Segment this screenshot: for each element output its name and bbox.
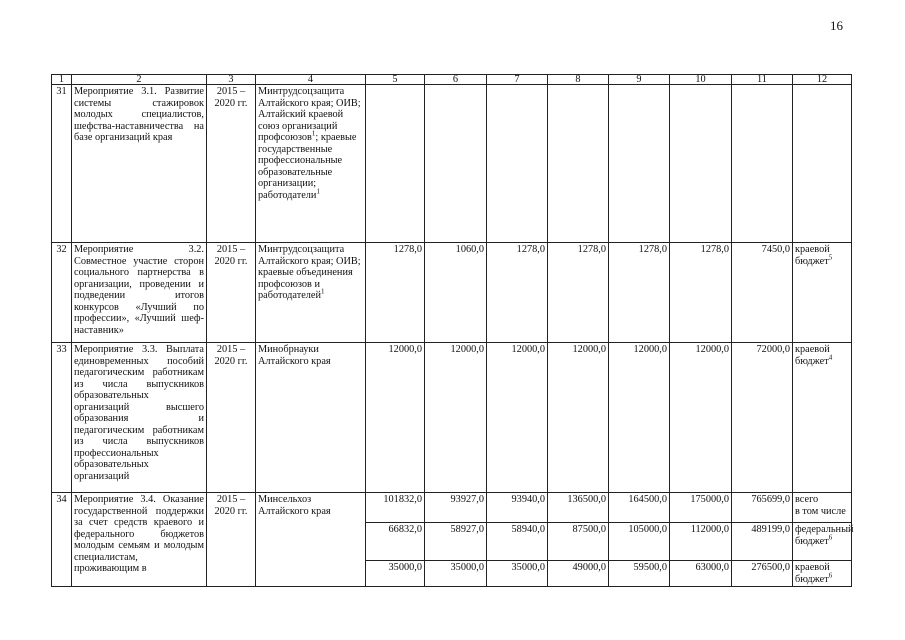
col-header: 8: [548, 75, 609, 85]
measure-cell: Мероприятие 3.1. Развитие системы стажировок молодых специалистов, шефства-наставничества на базе организаций края: [72, 85, 207, 243]
value-cell: [366, 85, 425, 243]
period-cell: 2015 – 2020 гг.: [207, 343, 256, 493]
value-cell: [425, 85, 487, 243]
col-header: 12: [793, 75, 852, 85]
source-text: краевой бюджет: [795, 562, 830, 585]
value-cell: 489199,0: [732, 523, 793, 561]
value-cell: 59500,0: [609, 561, 670, 587]
value-cell: 63000,0: [670, 561, 732, 587]
value-cell: 12000,0: [366, 343, 425, 493]
executor-text: Минтрудсоцзащита Алтайского края; ОИВ; краевые объединения профсоюзов и работодателей: [258, 244, 361, 301]
value-cell: 35000,0: [425, 561, 487, 587]
source-cell: [793, 343, 852, 493]
col-header: 5: [366, 75, 425, 85]
value-cell: 12000,0: [609, 343, 670, 493]
value-cell: [670, 85, 732, 243]
value-cell: 1278,0: [366, 243, 425, 343]
executor-text: Минтрудсоцзащита Алтайского края; ОИВ; Алтайский краевой союз организаций профсоюзов: [258, 86, 361, 143]
executor-cell: [256, 85, 366, 243]
measure-cell: Мероприятие 3.4. Оказание государственной поддержки за счет средств краевого и федерального бюджетов молодым семьям и молодым специалистам, проживающим в: [72, 493, 207, 587]
footnote-mark: 1: [316, 187, 320, 196]
value-cell: 12000,0: [548, 343, 609, 493]
value-cell: 1060,0: [425, 243, 487, 343]
value-cell: 93927,0: [425, 493, 487, 523]
executor-cell: [256, 243, 366, 343]
value-cell: 58940,0: [487, 523, 548, 561]
value-cell: 1278,0: [487, 243, 548, 343]
footnote-mark: 5: [828, 253, 833, 262]
source-text: краевой бюджет: [795, 244, 830, 267]
value-cell: 112000,0: [670, 523, 732, 561]
executor-text-tail: ; краевые государственные профессиональные образовательные организации; работодатели: [258, 132, 357, 201]
value-cell: 72000,0: [732, 343, 793, 493]
source-extra-text: в том числе: [795, 505, 846, 517]
value-cell: 12000,0: [425, 343, 487, 493]
value-cell: 101832,0: [366, 493, 425, 523]
col-header: 7: [487, 75, 548, 85]
value-cell: 276500,0: [732, 561, 793, 587]
value-cell: 12000,0: [487, 343, 548, 493]
footnote-mark: 1: [311, 129, 316, 138]
table-row: [52, 493, 852, 523]
period-cell: 2015 – 2020 гг.: [207, 243, 256, 343]
value-cell: 35000,0: [487, 561, 548, 587]
value-cell: 1278,0: [548, 243, 609, 343]
source-cell: [793, 523, 852, 561]
executor-cell: Минобрнауки Алтайского края: [256, 343, 366, 493]
value-cell: 164500,0: [609, 493, 670, 523]
footnote-mark: 6: [828, 571, 833, 580]
row-number: 31: [52, 85, 72, 243]
row-number: 32: [52, 243, 72, 343]
value-cell: [609, 85, 670, 243]
col-header: 1: [52, 75, 72, 85]
col-header: 11: [732, 75, 793, 85]
header-row: [52, 75, 852, 85]
page-number: 16: [830, 18, 843, 33]
value-cell: 35000,0: [366, 561, 425, 587]
program-table: [51, 74, 852, 587]
measure-cell: Мероприятие 3.2. Совместное участие сторон социального партнерства в организации, проведении и подведении итогов конкурсов «Лучший по профессии», «Лучший шеф-наставник»: [72, 243, 207, 343]
source-text: всего: [795, 494, 819, 505]
footnote-mark: 6: [828, 533, 833, 542]
value-cell: [487, 85, 548, 243]
value-cell: 66832,0: [366, 523, 425, 561]
value-cell: 58927,0: [425, 523, 487, 561]
table-row: [52, 243, 852, 343]
value-cell: 175000,0: [670, 493, 732, 523]
source-cell: [793, 85, 852, 243]
source-cell: [793, 493, 852, 523]
row-number: 33: [52, 343, 72, 493]
value-cell: [732, 85, 793, 243]
executor-cell: Минсельхоз Алтайского края: [256, 493, 366, 587]
period-cell: 2015 – 2020 гг.: [207, 493, 256, 587]
col-header: 10: [670, 75, 732, 85]
value-cell: 765699,0: [732, 493, 793, 523]
source-text: краевой бюджет: [795, 344, 830, 367]
value-cell: 87500,0: [548, 523, 609, 561]
col-header: 3: [207, 75, 256, 85]
value-cell: 105000,0: [609, 523, 670, 561]
value-cell: 1278,0: [670, 243, 732, 343]
footnote-mark: 4: [828, 353, 833, 362]
table-row: [52, 343, 852, 493]
col-header: 2: [72, 75, 207, 85]
value-cell: [548, 85, 609, 243]
value-cell: 7450,0: [732, 243, 793, 343]
source-cell: [793, 243, 852, 343]
col-header: 6: [425, 75, 487, 85]
col-header: 4: [256, 75, 366, 85]
source-cell: [793, 561, 852, 587]
period-cell: 2015 – 2020 гг.: [207, 85, 256, 243]
source-text: федеральный бюджет: [795, 524, 854, 547]
col-header: 9: [609, 75, 670, 85]
footnote-mark: 1: [321, 287, 325, 296]
value-cell: 136500,0: [548, 493, 609, 523]
value-cell: 12000,0: [670, 343, 732, 493]
value-cell: 49000,0: [548, 561, 609, 587]
value-cell: 1278,0: [609, 243, 670, 343]
measure-cell: Мероприятие 3.3. Выплата единовременных пособий педагогическим работникам из числа выпускников образовательных организаций высшего образования и педагогическим работникам из числа выпускников профессиональных образовательных организаций: [72, 343, 207, 493]
table-row: [52, 85, 852, 243]
row-number: 34: [52, 493, 72, 587]
value-cell: 93940,0: [487, 493, 548, 523]
